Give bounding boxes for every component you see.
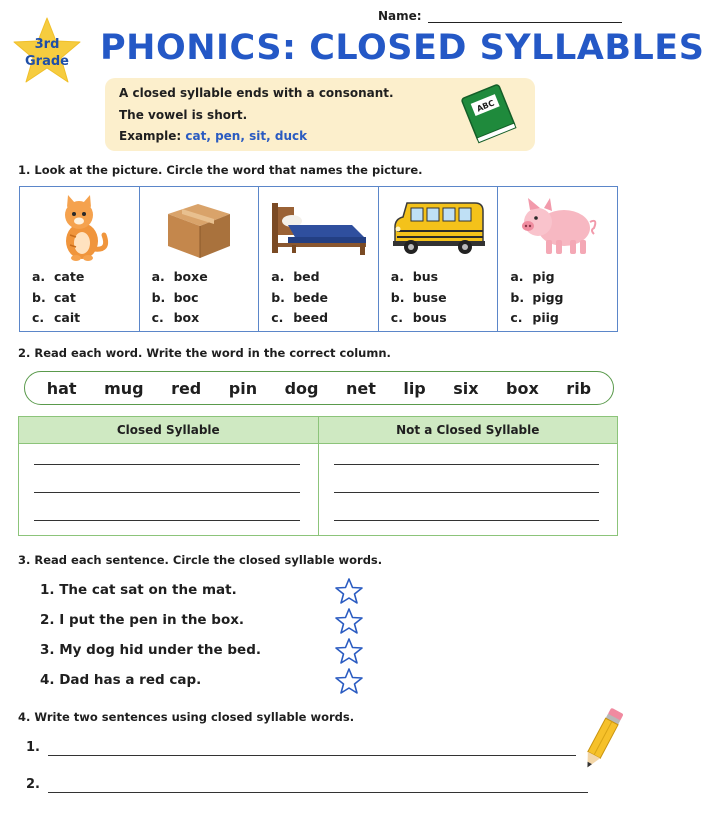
box-icon [140, 187, 259, 267]
star-outline-icon[interactable] [335, 578, 363, 604]
option-row[interactable]: c. box [151, 310, 200, 325]
bed-icon [259, 187, 378, 267]
answer-line[interactable] [34, 520, 300, 521]
option-row[interactable]: a. pig [510, 269, 555, 284]
bank-word[interactable]: rib [566, 378, 592, 398]
bank-word[interactable]: hat [46, 378, 77, 398]
example-label: Example: [119, 129, 182, 143]
option-row[interactable]: c. piig [510, 310, 559, 325]
star-outline-icon[interactable] [335, 668, 363, 694]
section4-instruction: 4. Write two sentences using closed syllable words. [18, 710, 355, 724]
book-icon [456, 80, 520, 148]
bank-word[interactable]: net [345, 378, 376, 398]
pig-icon [498, 187, 617, 267]
example-word: cat, [185, 129, 211, 143]
answer-line[interactable] [334, 520, 600, 521]
option-row[interactable]: c. bous [390, 310, 447, 325]
example-word: pen, [215, 129, 245, 143]
option-row[interactable]: b. buse [390, 289, 447, 305]
page-title: PHONICS: CLOSED SYLLABLES [100, 28, 704, 68]
line-number: 1. [26, 740, 40, 755]
name-label: Name: [378, 9, 422, 23]
sentence: 2. I put the pen in the box. [40, 612, 245, 628]
word-bank [24, 371, 614, 405]
writing-line[interactable] [48, 755, 576, 756]
sentence: 3. My dog hid under the bed. [40, 642, 261, 658]
writing-line[interactable] [48, 792, 588, 793]
option-row[interactable]: c. beed [271, 310, 329, 325]
picture-cell [140, 187, 260, 331]
answer-line[interactable] [334, 464, 600, 465]
grade-badge [12, 16, 82, 86]
option-row[interactable]: b. cat [32, 289, 76, 305]
option-row[interactable]: c. cait [32, 310, 81, 325]
sentence: 1. The cat sat on the mat. [40, 582, 237, 598]
example-word: duck [274, 129, 308, 143]
closed-syllable-header: Closed Syllable [19, 417, 318, 444]
closed-syllable-column [19, 417, 319, 535]
bank-word[interactable]: lip [403, 378, 426, 398]
picture-cell [379, 187, 499, 331]
picture-table [19, 186, 618, 332]
bank-word[interactable]: box [506, 378, 539, 398]
picture-cell [259, 187, 379, 331]
section2-instruction: 2. Read each word. Write the word in the correct column. [18, 346, 391, 360]
option-row[interactable]: a. bus [390, 269, 439, 284]
bus-icon [379, 187, 498, 267]
option-row[interactable]: b. pigg [510, 289, 564, 305]
option-row[interactable]: a. cate [32, 269, 85, 284]
answer-line[interactable] [34, 492, 300, 493]
not-closed-syllable-header: Not a Closed Syllable [319, 417, 618, 444]
bank-word[interactable]: dog [284, 378, 319, 398]
name-field[interactable] [378, 9, 622, 23]
star-outline-icon[interactable] [335, 638, 363, 664]
book-label: ABC [475, 98, 496, 114]
pencil-icon [580, 705, 624, 779]
section1-instruction: 1. Look at the picture. Circle the word that names the picture. [18, 163, 423, 177]
example-word: sit, [249, 129, 271, 143]
option-row[interactable]: a. boxe [151, 269, 208, 284]
not-closed-syllable-column [319, 417, 618, 535]
answer-line[interactable] [34, 464, 300, 465]
name-line[interactable] [428, 11, 622, 23]
sort-table [18, 416, 618, 536]
cat-icon [20, 187, 139, 267]
bank-word[interactable]: mug [104, 378, 144, 398]
line-number: 2. [26, 777, 40, 792]
bank-word[interactable]: six [453, 378, 479, 398]
option-row[interactable]: b. bede [271, 289, 329, 305]
picture-cell [498, 187, 617, 331]
section3-instruction: 3. Read each sentence. Circle the closed syllable words. [18, 553, 383, 567]
sentence: 4. Dad has a red cap. [40, 672, 202, 688]
grade-word: Grade [25, 54, 69, 69]
bank-word[interactable]: pin [228, 378, 258, 398]
option-row[interactable]: a. bed [271, 269, 320, 284]
rule-line-1: A closed syllable ends with a consonant. [119, 86, 394, 100]
picture-cell [20, 187, 140, 331]
option-row[interactable]: b. boc [151, 289, 199, 305]
star-outline-icon[interactable] [335, 608, 363, 634]
bank-word[interactable]: red [171, 378, 202, 398]
grade-number: 3rd [34, 37, 60, 52]
rule-line-2: The vowel is short. [119, 107, 248, 122]
answer-line[interactable] [334, 492, 600, 493]
